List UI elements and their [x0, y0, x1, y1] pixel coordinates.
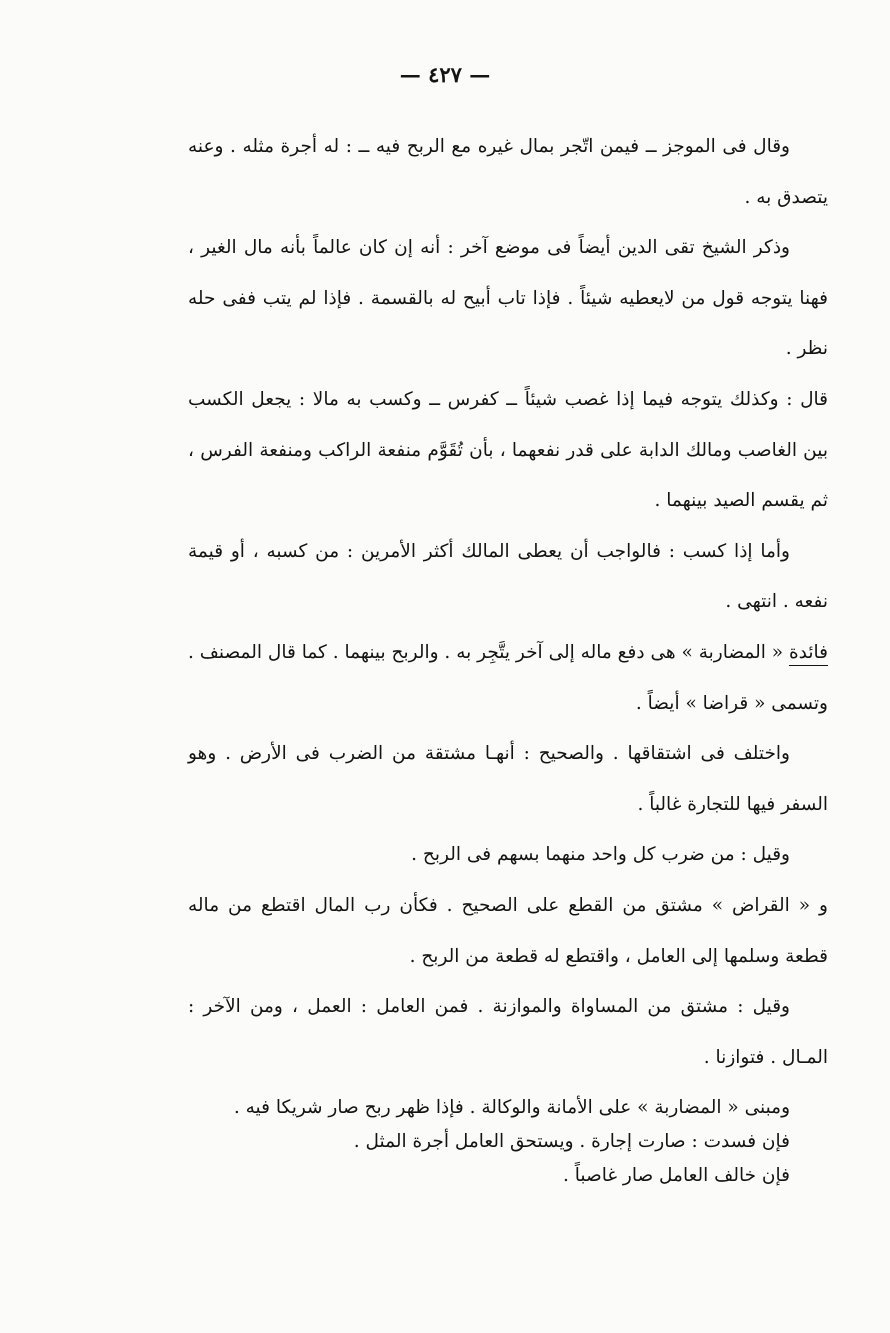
paragraph-11: فإن فسدت : صارت إجارة . ويستحق العامل أجرة المثل .: [353, 1131, 790, 1153]
paragraph-8: و « القراض » مشتق من القطع على الصحيح . فكأن رب المال اقتطع من ماله قطعة وسلمها إلى العامل ، واقتطع له قطعة من الربح .: [188, 894, 828, 967]
paragraph-10: ومبنى « المضاربة » على الأمانة والوكالة . فإذا ظهر ربح صار شريكا فيه .: [233, 1097, 790, 1119]
paragraph-12: فإن خالف العامل صار غاصباً .: [563, 1165, 790, 1187]
paragraph-4: وأما إذا كسب : فالواجب أن يعطى المالك أكثر الأمرين : من كسبه ، أو قيمة نفعه . انتهى .: [188, 540, 828, 613]
paragraph-9: وقيل : مشتق من المساواة والموازنة . فمن العامل : العمل ، ومن الآخر : المـال . فتوازنا .: [188, 996, 828, 1068]
paragraph-2: وذكر الشيخ تقى الدين أيضاً فى موضع آخر : أنه إن كان عالماً بأنه مال الغير ، فهنا يتوجه قول من لايعطيه شيئاً . فإذا تاب أبيح له بالقسمة . فإذا لم يتب ففى حله نظر .: [188, 237, 828, 360]
page-number: — ٤٢٧ —: [399, 62, 491, 87]
paragraph-5-text: « المضاربة » هى دفع ماله إلى آخر يتَّجِر به . والربح بينهما . كما قال المصنف . وتسمى « قراضا » أيضاً .: [188, 641, 828, 714]
page-body: [188, 122, 828, 1193]
paragraph-1: وقال فى الموجز ــ فيمن اتّجر بمال غيره مع الربح فيه ــ : له أجرة مثله . وعنه يتصدق به .: [188, 136, 828, 208]
paragraph-6: واختلف فى اشتقاقها . والصحيح : أنهـا مشتقة من الضرب فى الأرض . وهو السفر فيها للتجارة غالباً .: [188, 743, 828, 815]
paragraph-3: قال : وكذلك يتوجه فيما إذا غصب شيئاً ــ كفرس ــ وكسب به مالا : يجعل الكسب بين الغاصب ومالك الدابة على قدر نفعهما ، بأن تُقَوَّم منفعة الراكب ومنفعة الفرس ، ثم يقسم الصيد بينهما .: [188, 388, 828, 512]
note-label: فائدة: [788, 641, 828, 663]
paragraph-7: وقيل : من ضرب كل واحد منهما بسهم فى الربح .: [411, 844, 790, 866]
paragraph-5: [188, 628, 828, 729]
